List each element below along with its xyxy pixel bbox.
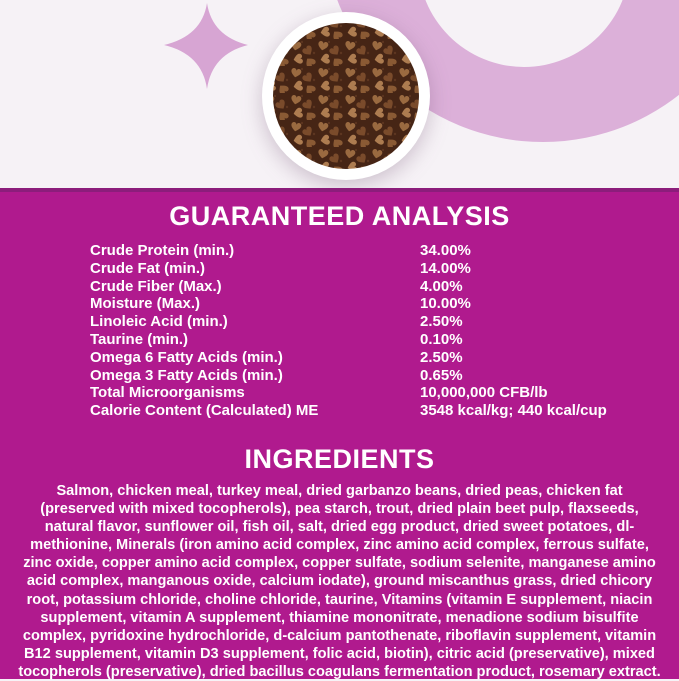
row-value: 10,000,000 CFB/lb (420, 384, 548, 402)
row-label: Omega 3 Fatty Acids (min.) (90, 366, 283, 384)
table-row (90, 384, 679, 402)
row-value: 4.00% (420, 277, 463, 295)
row-value: 3548 kcal/kg; 440 kcal/cup (420, 402, 607, 420)
hero-section (0, 0, 679, 188)
row-label: Taurine (min.) (90, 330, 189, 348)
table-row (90, 260, 679, 278)
kibble-bowl-image (262, 12, 430, 180)
row-label: Linoleic Acid (min.) (90, 313, 228, 331)
row-value: 34.00% (420, 242, 471, 259)
table-row (90, 331, 679, 349)
table-row (90, 242, 679, 260)
table-row (90, 278, 679, 296)
row-value: 10.00% (420, 295, 471, 313)
nutrition-panel (0, 188, 679, 679)
row-value: 0.10% (420, 330, 463, 348)
sparkle-icon (160, 0, 255, 95)
guaranteed-analysis-table (90, 242, 679, 420)
guaranteed-analysis-title: GUARANTEED ANALYSIS (169, 201, 510, 231)
row-label: Total Microorganisms (90, 384, 245, 402)
ingredients-title: INGREDIENTS (244, 443, 435, 474)
table-row (90, 349, 679, 367)
table-row (90, 367, 679, 385)
row-value: 14.00% (420, 259, 471, 277)
row-label: Omega 6 Fatty Acids (min.) (90, 348, 283, 366)
row-label: Crude Protein (min.) (90, 242, 235, 259)
row-label: Moisture (Max.) (90, 295, 201, 313)
table-row (90, 295, 679, 313)
row-label: Crude Fiber (Max.) (90, 277, 222, 295)
table-row (90, 313, 679, 331)
ingredients-paragraph: Salmon, chicken meal, turkey meal, dried garbanzo beans, dried peas, chicken fat (preserved with mixed tocopherols), pea starch, trout, dried plain beet pulp, flaxseeds, natural flavor, sunflower oil, fish oil, salt, dried egg product, dried sweet potatoes, dl-methionine, Minerals (iron amino acid complex, zinc amino acid complex, ferrous sulfate, zinc oxide, copper amino acid complex, copper sulfate, sodium selenite, manganese amino acid complex, manganous oxide, calcium iodate), ground miscanthus grass, dried chicory root, potassium chloride, choline chloride, taurine, Vitamins (vitamin E supplement, niacin supplement, vitamin A supplement, thiamine mononitrate, menadione sodium bisulfite complex, pyridoxine hydrochloride, d-calcium pantothenate, riboflavin supplement, vitamin B12 supplement, vitamin D3 supplement, folic acid, biotin), citric acid (preservative), mixed tocopherols (preservative), dried bacillus coagulans fermentation product, rosemary extract. (18, 482, 661, 680)
row-label: Calorie Content (Calculated) ME (90, 402, 319, 420)
table-row (90, 402, 679, 420)
row-value: 2.50% (420, 348, 463, 366)
row-value: 0.65% (420, 366, 463, 384)
row-label: Crude Fat (min.) (90, 259, 205, 277)
row-value: 2.50% (420, 313, 463, 331)
